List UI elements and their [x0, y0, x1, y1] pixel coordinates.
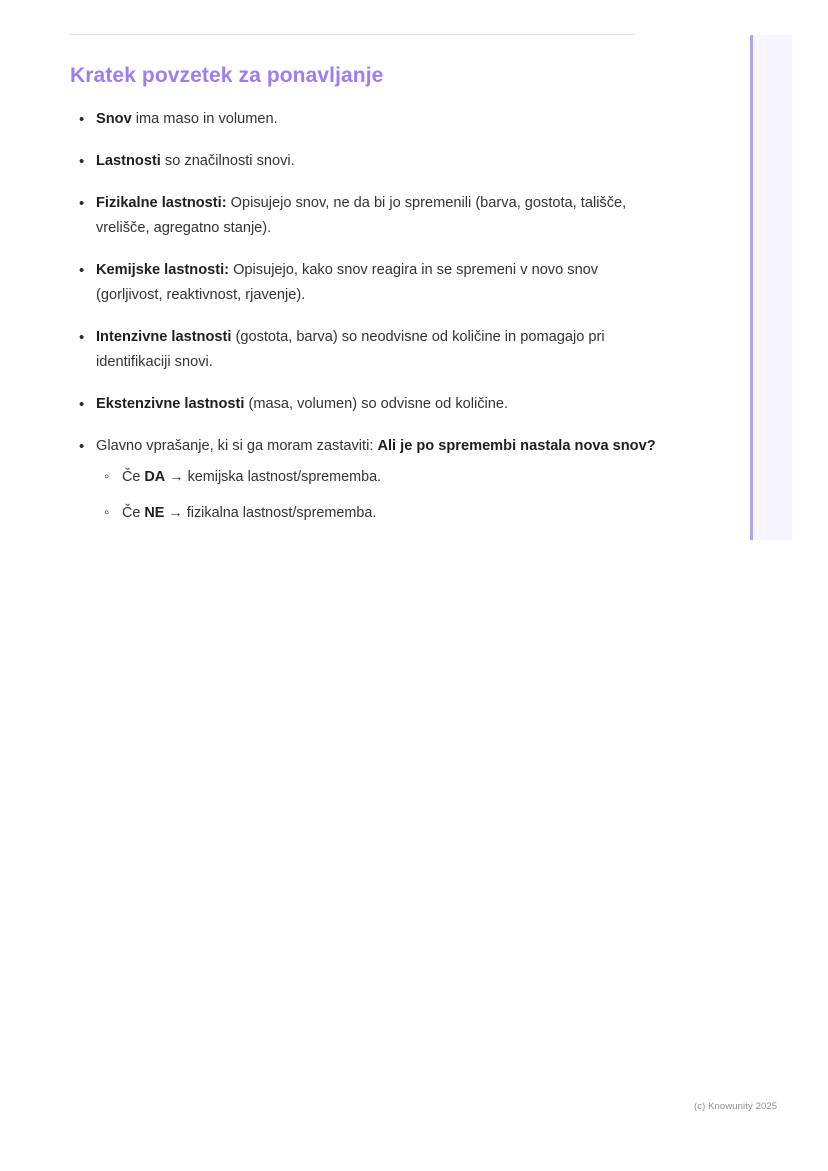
- right-accent-strip: [750, 35, 792, 540]
- footer-copyright: (c) Knowunity 2025: [694, 1101, 778, 1112]
- list-item-text: so značilnosti snovi.: [160, 153, 295, 169]
- list-item-lead: Kemijske lastnosti:: [96, 262, 230, 278]
- sub-item-emphasis: NE: [144, 505, 165, 521]
- list-item: [70, 258, 662, 308]
- list-item-text: Opisujejo, kako snov reagira in se spremeni v novo snov (gorljivost, reaktivnost, rjavenje).: [96, 262, 599, 303]
- list-item-lead: Snov: [96, 111, 132, 127]
- sub-item-text: → fizikalna lastnost/sprememba.: [164, 505, 377, 521]
- sub-list-item: [96, 465, 662, 489]
- list-item-text: (gostota, barva) so neodvisne od količine in pomagajo pri identifikaciji snovi.: [96, 329, 605, 370]
- list-item-text: ima maso in volumen.: [131, 111, 278, 127]
- sub-item-emphasis: DA: [144, 469, 166, 485]
- summary-list: [70, 107, 656, 525]
- list-item-text: Opisujejo snov, ne da bi jo spremenili (barva, gostota, tališče, vrelišče, agregatno stanje).: [96, 195, 627, 236]
- list-item: [70, 107, 662, 132]
- question-prefix: Glavno vprašanje, ki si ga moram zastaviti:: [96, 438, 378, 454]
- sub-item-text: → kemijska lastnost/sprememba.: [165, 469, 382, 485]
- list-item-question: [70, 434, 662, 525]
- document-content: [70, 34, 656, 537]
- list-item-lead: Ekstenzivne lastnosti: [96, 396, 245, 412]
- question-emphasis: Ali je po spremembi nastala nova snov?: [377, 438, 656, 454]
- list-item-text: (masa, volumen) so odvisne od količine.: [244, 396, 509, 412]
- list-item: [70, 191, 662, 241]
- list-item-lead: Intenzivne lastnosti: [96, 329, 232, 345]
- top-divider: [70, 34, 635, 35]
- list-item: [70, 149, 662, 174]
- answer-sub-list: [96, 465, 662, 525]
- list-item-lead: Fizikalne lastnosti:: [96, 195, 227, 211]
- page-title: Kratek povzetek za ponavljanje: [70, 64, 384, 87]
- sub-item-prefix: Če: [122, 505, 145, 521]
- sub-item-prefix: Če: [122, 469, 145, 485]
- list-item: [70, 392, 662, 417]
- list-item: [70, 325, 662, 375]
- list-item-lead: Lastnosti: [96, 153, 161, 169]
- sub-list-item: [96, 501, 662, 525]
